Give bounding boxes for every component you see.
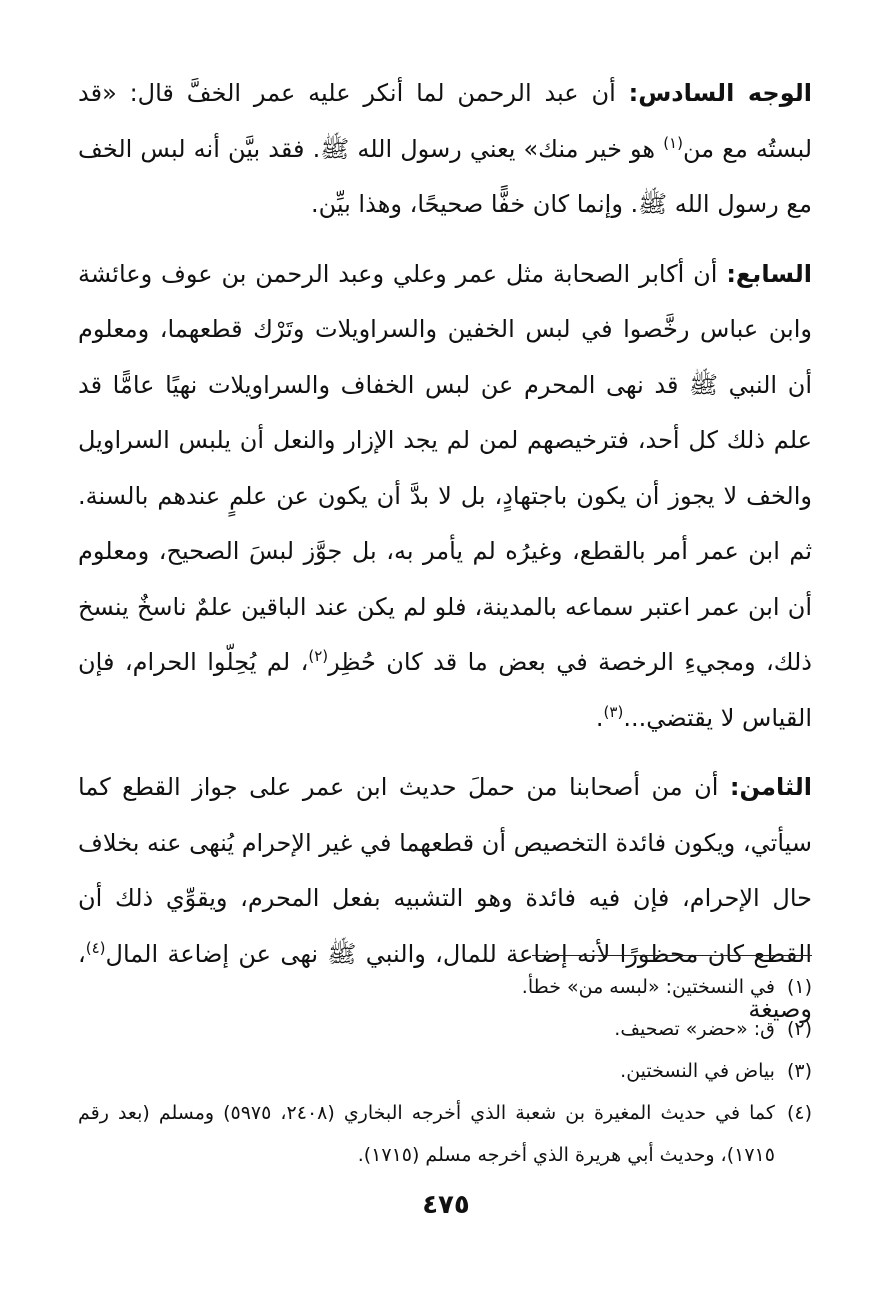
paragraph-seventh <box>78 247 812 747</box>
footnote-number: (١) <box>786 976 812 998</box>
footnote-text: ق: «حضر» تصحيف. <box>614 1018 775 1040</box>
footnote-text: كما في حديث المغيرة بن شعبة الذي أخرجه البخاري (٢٤٠٨، ٥٩٧٥) ومسلم (بعد رقم ١٧١٥)، وحديث أبي هريرة الذي أخرجه مسلم (١٧١٥). <box>78 1102 775 1166</box>
paragraph-text: ، وصيغة <box>78 939 812 1023</box>
paragraph-text: هو خير منك» يعني رسول الله ﷺ. فقد بيَّن أنه لبس الخف مع رسول الله ﷺ. وإنما كان خفًّا صحيحًا، وهذا بيِّن. <box>78 134 812 218</box>
footnote-number: (٣) <box>786 1060 812 1082</box>
footnote-text: بياض في النسختين. <box>620 1060 775 1082</box>
footnote-item <box>78 1050 812 1092</box>
footnote-text: في النسختين: «لبسه من» خطأ. <box>521 976 775 998</box>
footnotes <box>78 966 812 1176</box>
footnote-item <box>78 1008 812 1050</box>
footnote-reference[interactable]: (١) <box>663 133 683 152</box>
paragraph-heading: الوجه السادس: <box>628 79 812 107</box>
footnote-reference[interactable]: (٢) <box>308 647 329 665</box>
paragraph-heading: الثامن: <box>729 773 812 801</box>
paragraph-heading: السابع: <box>726 259 812 288</box>
paragraph-sixth-aspect <box>78 66 812 233</box>
paragraph-text: . <box>595 703 604 732</box>
footnote-separator <box>532 955 812 956</box>
footnote-item <box>78 1092 812 1176</box>
footnote-number: (٤) <box>786 1102 812 1124</box>
main-text <box>78 66 812 1038</box>
paragraph-text: أن أكابر الصحابة مثل عمر وعلي وعبد الرحمن بن عوف وعائشة وابن عباس رخَّصوا في لبس الخفين والسراويلات وتَرْك قطعهما، ومعلوم أن النبي ﷺ قد نهى المحرم عن لبس الخفاف والسراويلات نهيًا عامًّا قد علم ذلك كل أحد، فترخيصهم لمن لم يجد الإزار والنعل أن يلبس السراويل والخف لا يجوز أن يكون باجتهادٍ، بل لا بدَّ أن يكون عن علمٍ عندهم بالسنة. ثم ابن عمر أمر بالقطع، وغيرُه لم يأمر به، بل جوَّز لبسَ الصحيح، ومعلوم أن ابن عمر اعتبر سماعه بالمدينة، فلو لم يكن عند الباقين علمٌ ناسخٌ ينسخ ذلك، ومجيءِ الرخصة في بعض ما قد كان حُظِر <box>78 259 812 676</box>
footnote-reference[interactable]: (٣) <box>603 702 624 721</box>
footnote-number: (٢) <box>786 1018 812 1040</box>
footnote-item <box>78 966 812 1008</box>
paragraph-text: أن عبد الرحمن لما أنكر عليه عمر الخفَّ قال: «قد لبستُه مع من <box>78 79 813 163</box>
paragraph-text: أن من أصحابنا من حملَ حديث ابن عمر على جواز القطع كما سيأتي، ويكون فائدة التخصيص أن قطعهما في غير الإحرام يُنهى عنه بخلاف حال الإحرام، فإن فيه فائدة وهو التشبيه بفعل المحرم، ويقوِّي ذلك أن القطع كان محظورًا لأنه إضاعة للمال، والنبي ﷺ نهى عن إضاعة المال <box>78 773 812 968</box>
footnote-reference[interactable]: (٤) <box>85 938 106 957</box>
paragraph-text: ، لم يُحِلّوا الحرام، فإن القياس لا يقتضي... <box>78 648 812 732</box>
page-number: ٤٧٥ <box>422 1190 470 1220</box>
